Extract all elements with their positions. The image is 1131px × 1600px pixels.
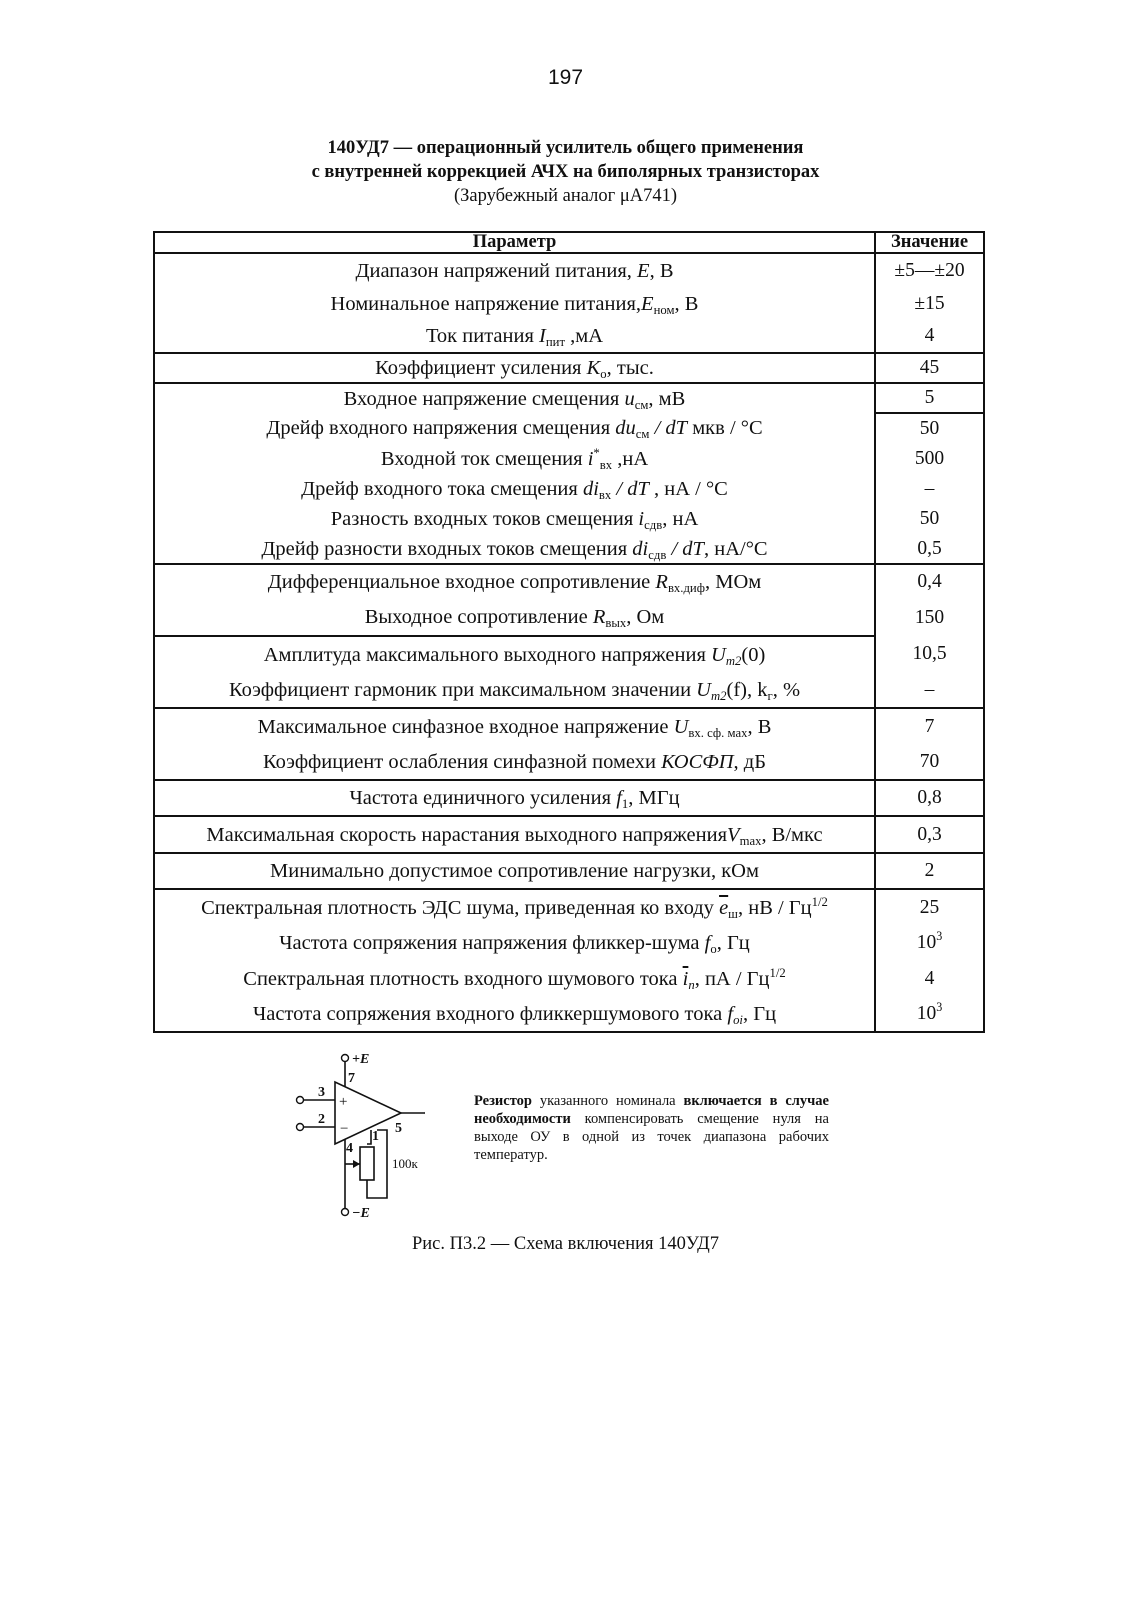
value-offset-drift: 50 — [875, 413, 984, 443]
value-nominal-supply: ±15 — [875, 287, 984, 320]
title-line-2: с внутренней коррекцией АЧХ на биполярных транзисторах — [311, 162, 820, 182]
param-nominal-supply: Номинальное напряжение $питания,E_{ном}$, В — [154, 287, 875, 320]
table-row — [154, 636, 984, 672]
table-row — [154, 504, 984, 534]
param-gain: Коэффициент усиления $K_о$, тыс. — [154, 353, 875, 383]
param-supply-current: Ток питания $I_{пит}$ ,мА — [154, 320, 875, 353]
table-row — [154, 564, 984, 599]
param-bias-current: Входной ток смещения $i^*_{вх}$ ,нА — [154, 443, 875, 474]
terminal-plus-e — [342, 1055, 349, 1062]
param-output-resistance: Выходное сопротивление $R_{вых}$, Ом — [154, 599, 875, 636]
label-pin7: 7 — [348, 1071, 355, 1086]
header-value: Значение — [875, 232, 984, 253]
param-cmrr: Коэффициент ослабления синфазной помехи КОСФП, дБ — [154, 744, 875, 780]
label-pin5: 5 — [395, 1121, 402, 1136]
terminal-in2 — [297, 1124, 304, 1131]
label-minus-e: −E — [352, 1206, 370, 1221]
table-row — [154, 534, 984, 564]
table-row — [154, 413, 984, 443]
group-gain — [154, 353, 984, 383]
param-supply-range: Диапазон напряжений питания, E, В — [154, 253, 875, 287]
header-param: Параметр — [154, 232, 875, 253]
table-row — [154, 997, 984, 1032]
table-row — [154, 353, 984, 383]
table-row — [154, 889, 984, 925]
table-row — [154, 925, 984, 961]
table-row — [154, 474, 984, 504]
group-slew-rate — [154, 816, 984, 853]
value-diff-input-resistance: 0,4 — [875, 564, 984, 599]
page-number: 197 — [547, 66, 584, 89]
param-harmonic-coeff: Коэффициент гармоник при максимальном значении $U_{m2}(f)$, $k_г$, % — [154, 672, 875, 708]
table-row — [154, 443, 984, 474]
label-plus-e: +E — [352, 1052, 370, 1067]
value-harmonic-coeff: – — [875, 672, 984, 708]
group-unity-gain — [154, 780, 984, 816]
table-row — [154, 961, 984, 997]
param-unity-gain-freq: Частота единичного усиления $f_1$, МГц — [154, 780, 875, 816]
value-cmrr: 70 — [875, 744, 984, 780]
table-row — [154, 853, 984, 889]
table-row — [154, 708, 984, 744]
title-analog: (Зарубежный аналог μА741) — [453, 186, 678, 206]
value-slew-rate: 0,3 — [875, 816, 984, 853]
value-flicker-current-corner: $10^3$ — [875, 997, 984, 1032]
table-row — [154, 287, 984, 320]
resistor-100k — [360, 1147, 374, 1180]
value-bias-drift: – — [875, 474, 984, 504]
label-resistor: 100к — [392, 1156, 418, 1171]
group-supply — [154, 253, 984, 353]
figure-caption: Рис. П3.2 — Схема включения 140УД7 — [411, 1234, 719, 1254]
wiper-arrow-icon — [353, 1160, 360, 1168]
value-min-load: 2 — [875, 853, 984, 889]
value-max-common-mode: 7 — [875, 708, 984, 744]
label-pin2: 2 — [318, 1112, 325, 1127]
label-minus-sign: − — [340, 1121, 349, 1137]
param-flicker-voltage-corner: Частота сопряжения напряжения фликкер-шума $f_о$, Гц — [154, 925, 875, 961]
param-offset-voltage: Входное напряжение смещения $u_{см}$, мВ — [154, 383, 875, 413]
value-offset-current: 50 — [875, 504, 984, 534]
table-row — [154, 780, 984, 816]
param-diff-input-resistance: Дифференциальное входное сопротивление $R_{вх.диф}$, МОм — [154, 564, 875, 599]
param-min-load: Минимально допустимое сопротивление нагрузки, кОм — [154, 853, 875, 889]
param-bias-drift: Дрейф входного тока смещения $di_{вх}$ / dT , нА / °C — [154, 474, 875, 504]
value-offset-voltage: 5 — [875, 383, 984, 413]
param-flicker-current-corner: Частота сопряжения входного фликкершумового тока $f_{oi}$, Гц — [154, 997, 875, 1032]
value-output-resistance: 150 — [875, 599, 984, 636]
opamp-schematic — [285, 1052, 425, 1224]
param-offset-drift: Дрейф входного напряжения смещения $du_{см}$ / dT мкв / °C — [154, 413, 875, 443]
document-title — [0, 136, 1131, 208]
value-offset-current-drift: 0,5 — [875, 534, 984, 564]
label-pin4: 4 — [346, 1141, 353, 1156]
table-row — [154, 320, 984, 353]
param-noise-voltage-density: Спектральная плотность ЭДС шума, приведенная ко входу $\overline{e}_ш$, нВ / $Гц^{1/2}$ — [154, 889, 875, 925]
value-noise-current-density: 4 — [875, 961, 984, 997]
terminal-minus-e — [342, 1209, 349, 1216]
value-supply-current: 4 — [875, 320, 984, 353]
terminal-in3 — [297, 1097, 304, 1104]
param-offset-current: Разность входных токов смещения $i_{сдв}$, нА — [154, 504, 875, 534]
group-resistance — [154, 564, 984, 708]
table-row — [154, 672, 984, 708]
label-plus-sign: + — [339, 1094, 348, 1110]
table-row — [154, 744, 984, 780]
label-pin1: 1 — [372, 1129, 379, 1144]
value-supply-range: ±5—±20 — [875, 253, 984, 287]
label-pin3: 3 — [318, 1085, 325, 1100]
group-offset — [154, 383, 984, 564]
title-line-1: 140УД7 — операционный усилитель общего применения — [327, 138, 804, 158]
table-row — [154, 599, 984, 636]
table-row — [154, 816, 984, 853]
table-header-row — [154, 232, 984, 253]
group-noise — [154, 889, 984, 1032]
param-max-common-mode: Максимальное синфазное входное напряжение $U_{вх. сф. мах}$, В — [154, 708, 875, 744]
value-max-output-amplitude: 10,5 — [875, 636, 984, 672]
parameters-table — [153, 231, 985, 1033]
value-bias-current: 500 — [875, 443, 984, 474]
param-max-output-amplitude: Амплитуда максимального выходного напряжения $U_{m2}(0)$ — [154, 636, 875, 672]
figure-note: Резистор указанного номинала включается в случае необходимости компенсировать смещение нуля на выходе ОУ в одной из точек диапазона рабочих температур. — [474, 1093, 829, 1163]
value-flicker-voltage-corner: $10^3$ — [875, 925, 984, 961]
value-unity-gain-freq: 0,8 — [875, 780, 984, 816]
param-offset-current-drift: Дрейф разности входных токов смещения $di_{сдв}$ / dT, нА/°С — [154, 534, 875, 564]
value-noise-voltage-density: 25 — [875, 889, 984, 925]
group-min-load — [154, 853, 984, 889]
group-common-mode — [154, 708, 984, 780]
value-gain: 45 — [875, 353, 984, 383]
param-noise-current-density: Спектральная плотность входного шумового тока $\overline{i}_n$, пА / $Гц^{1/2}$ — [154, 961, 875, 997]
table-row — [154, 253, 984, 287]
table-row — [154, 383, 984, 413]
param-slew-rate: Максимальная скорость нарастания выходного напряженияV$_{max}$, В/мкс — [154, 816, 875, 853]
